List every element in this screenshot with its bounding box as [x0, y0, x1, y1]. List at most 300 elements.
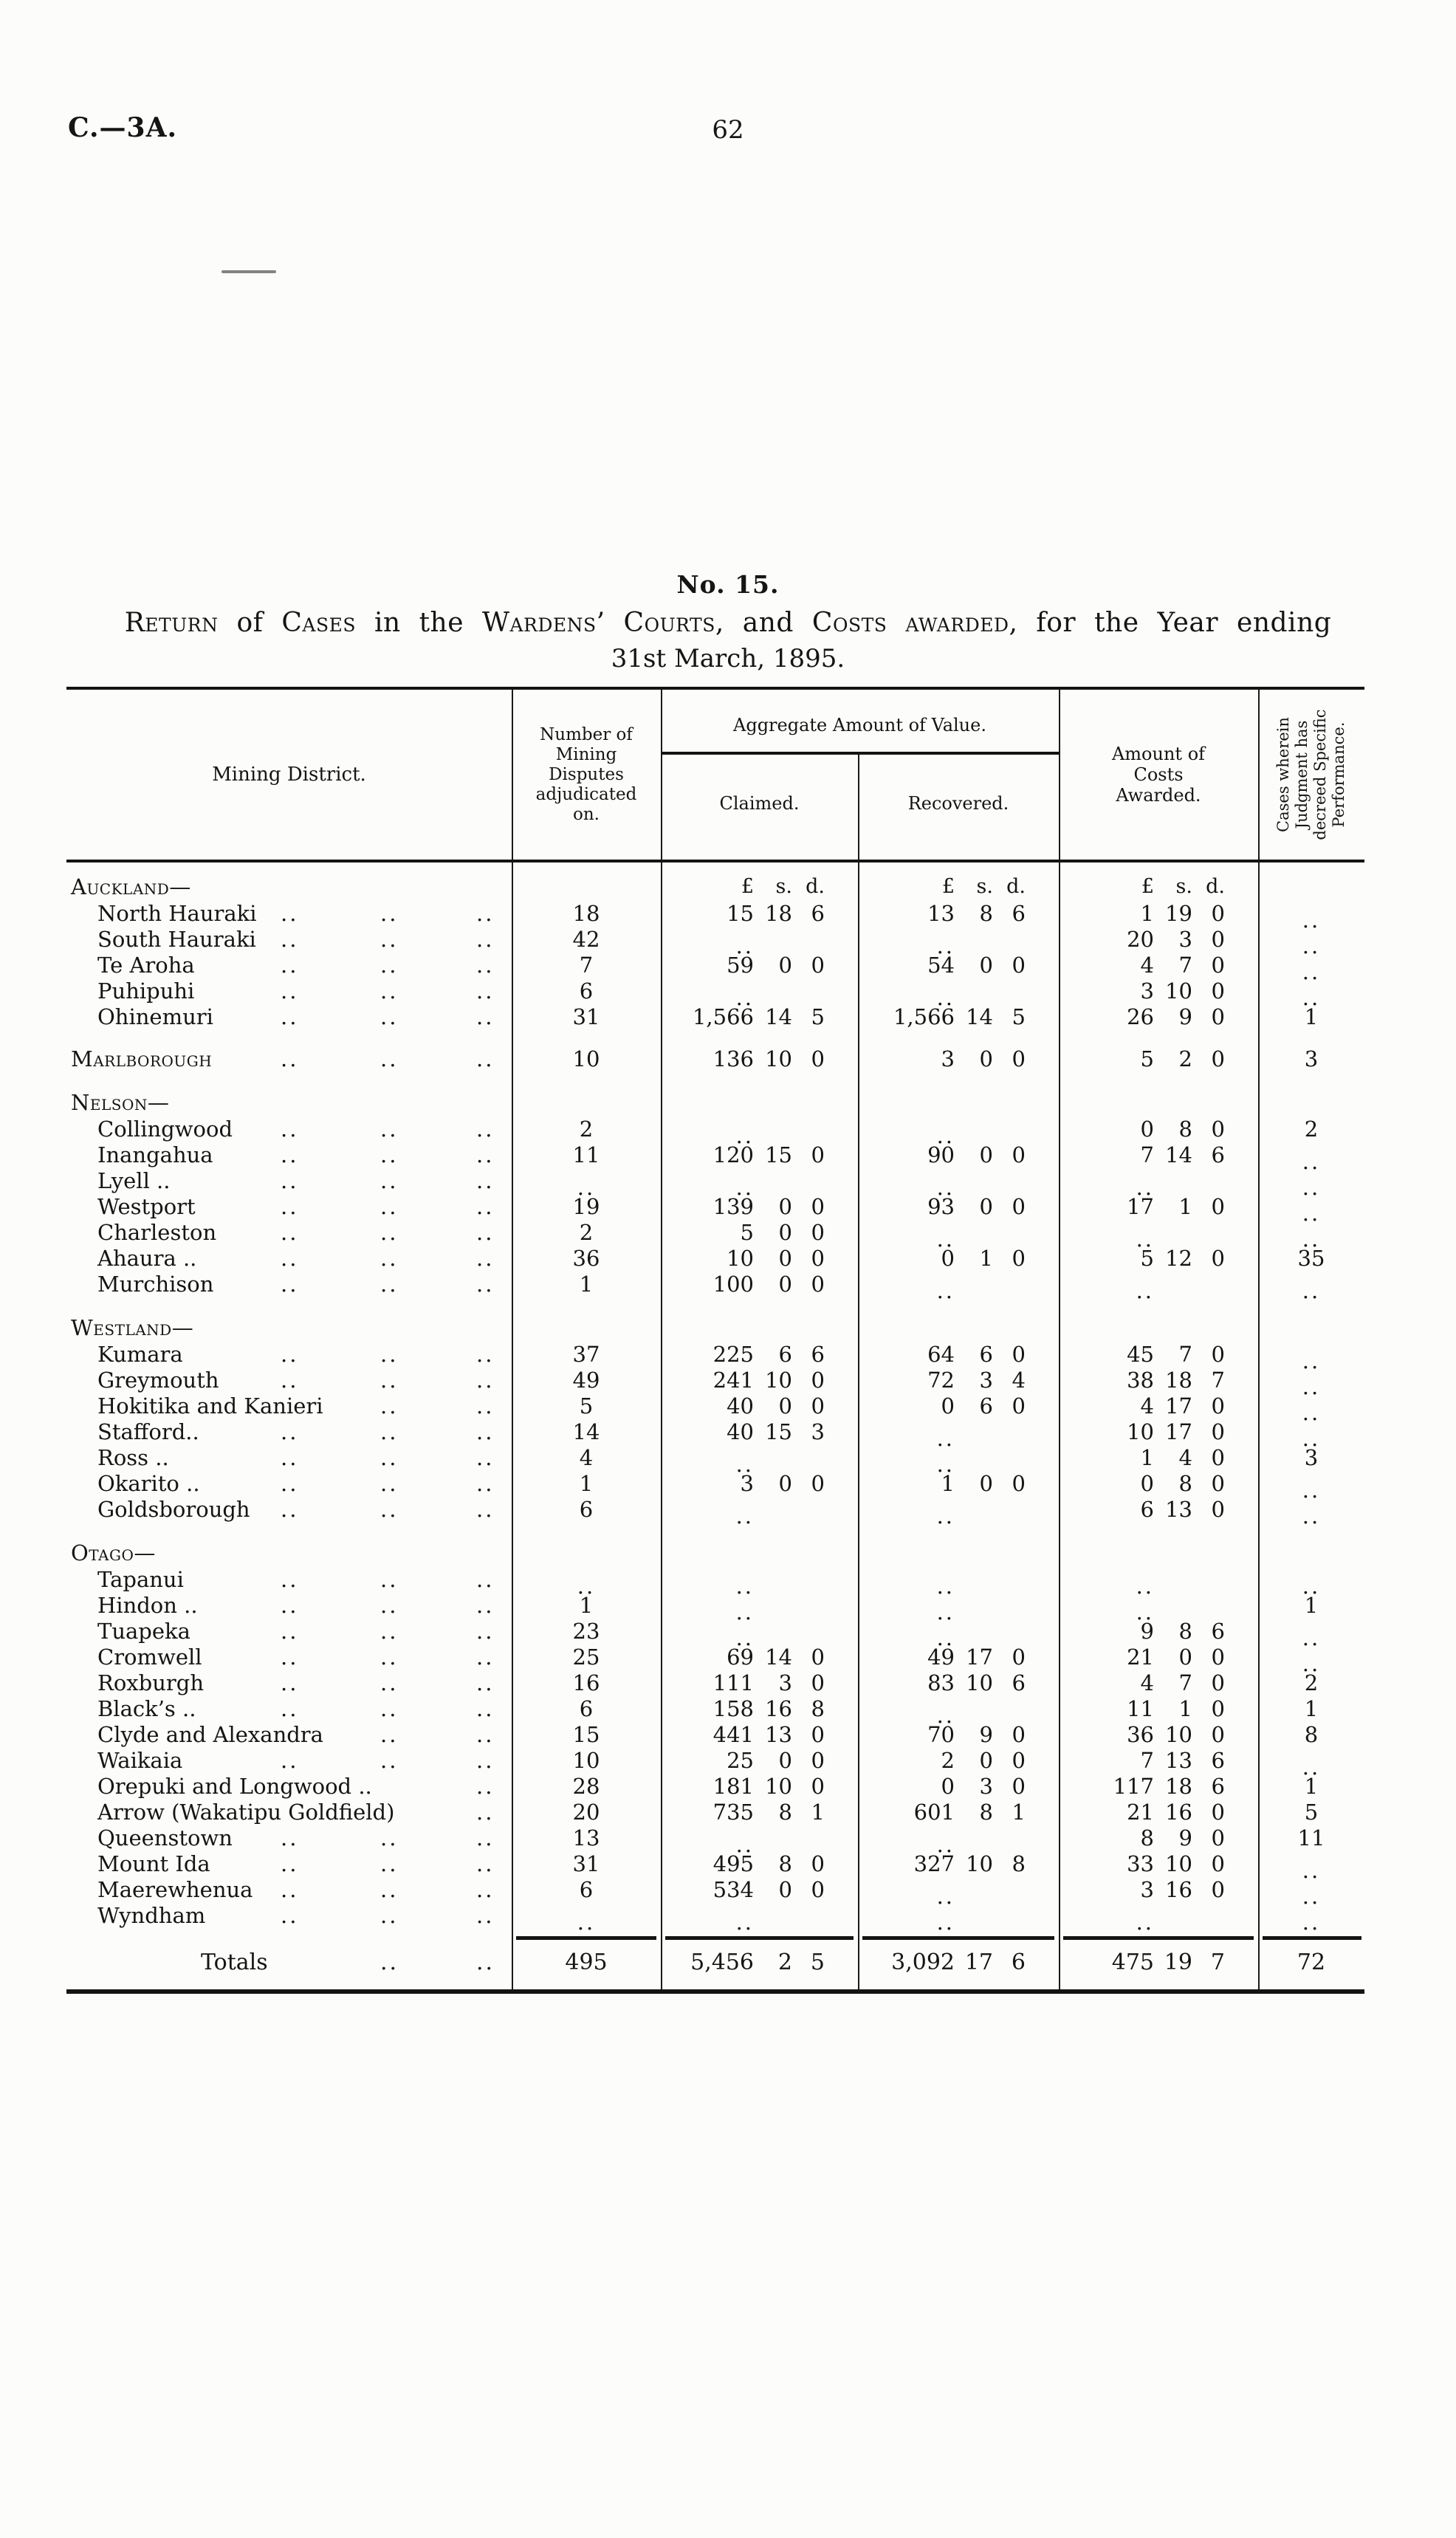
leader-dots: .. [380, 1567, 399, 1592]
disputes-count: 6 [579, 1877, 594, 1902]
pence-value: d. [1206, 875, 1225, 898]
pence-value: 5 [810, 1949, 825, 1975]
shillings-value: 6 [979, 1342, 993, 1367]
disputes-count: 6 [579, 1696, 594, 1721]
leader-dots: .. [380, 978, 399, 1004]
leader-dots: .. [380, 1949, 399, 1975]
district-cell [66, 978, 512, 1004]
shillings-value: 7 [1178, 1342, 1192, 1367]
leader-dots: .. [476, 1696, 495, 1721]
disputes-count: 2 [579, 1220, 594, 1245]
pence-value: 0 [811, 1220, 825, 1245]
disputes-count: 15 [572, 1722, 600, 1747]
disputes-count-cell [512, 1142, 661, 1168]
shillings-value: 19 [1164, 1949, 1192, 1975]
disputes-count-cell [512, 1877, 661, 1903]
pounds-value: .. [735, 1175, 754, 1200]
pounds-value: 83 [927, 1670, 955, 1695]
pence-value: 0 [811, 1722, 825, 1747]
disputes-count-cell [512, 1497, 661, 1523]
shillings-value: 10 [1165, 1722, 1192, 1747]
pence-value: 6 [811, 1342, 825, 1367]
disputes-count: 37 [572, 1342, 600, 1367]
shillings-value: 13 [1165, 1748, 1192, 1773]
pence-value: 8 [1012, 1851, 1026, 1876]
header-costs-label: Amount of Costs Awarded. [1111, 744, 1206, 806]
district-cell [66, 1168, 512, 1194]
specific-performance-cell [1258, 1696, 1364, 1722]
costs-amount-cell [1059, 927, 1258, 953]
district-name: Murchison [97, 1272, 214, 1297]
pounds-value: .. [1136, 1278, 1154, 1303]
district-cell [66, 1117, 512, 1142]
claimed-amount-cell [661, 1117, 858, 1148]
leader-dots: .. [380, 1903, 399, 1928]
specific-performance-count: .. [1302, 1651, 1321, 1676]
district-cell [66, 1670, 512, 1696]
pounds-value: .. [936, 1625, 955, 1650]
pounds-value: £ [941, 875, 955, 898]
claimed-amount-cell [661, 1220, 858, 1246]
title-segment: for the Year ending [1017, 608, 1332, 638]
pounds-value: .. [1136, 1227, 1154, 1252]
district-cell [66, 901, 512, 927]
shillings-value: 4 [1178, 1445, 1192, 1470]
district-cell [66, 1445, 512, 1471]
disputes-count-cell [512, 978, 661, 1004]
specific-performance-count: 2 [1304, 1670, 1319, 1695]
recovered-amount-cell [858, 1419, 1059, 1451]
district-cell [66, 1774, 512, 1800]
claimed-amount-cell [661, 1088, 858, 1117]
recovered-amount-cell [858, 1117, 1059, 1148]
leader-dots: .. [476, 1004, 495, 1029]
recovered-amount-cell [858, 1497, 1059, 1529]
recovered-amount-cell [858, 1567, 1059, 1599]
claimed-amount-cell [661, 1497, 858, 1529]
shillings-value: 10 [1165, 1851, 1192, 1876]
specific-performance-cell [1258, 1272, 1364, 1303]
pounds-value: 0 [941, 1393, 955, 1419]
disputes-count: 18 [572, 901, 600, 926]
pence-value: d. [806, 875, 825, 898]
specific-performance-count: 1 [1304, 1004, 1319, 1029]
shillings-value: s. [1175, 875, 1192, 898]
leader-dots: .. [476, 1670, 495, 1695]
district-cell [66, 1619, 512, 1644]
pence-value: 0 [1211, 1800, 1225, 1825]
district-name: Clyde and Alexandra [97, 1722, 323, 1747]
leader-dots: .. [476, 1117, 495, 1142]
shillings-value: 0 [778, 1272, 792, 1297]
costs-amount-cell [1059, 1314, 1258, 1342]
claimed-amount-cell [661, 873, 858, 901]
pence-value: 6 [1012, 901, 1026, 926]
disputes-count: .. [577, 1910, 596, 1935]
leader-dots: .. [476, 978, 495, 1004]
disputes-count: 14 [572, 1419, 600, 1444]
pence-value: 0 [1211, 1877, 1225, 1902]
leader-dots: .. [281, 1696, 299, 1721]
specific-performance-cell [1258, 1567, 1364, 1599]
specific-performance-count: .. [1302, 1755, 1321, 1780]
pence-value: 0 [811, 1877, 825, 1902]
disputes-count-cell [512, 901, 661, 927]
pounds-value: 21 [1127, 1644, 1154, 1670]
pence-value: 0 [811, 1851, 825, 1876]
pence-value: 0 [1211, 1445, 1225, 1470]
district-data-row [66, 1877, 1364, 1909]
disputes-count: 11 [572, 1142, 600, 1167]
district-name: Orepuki and Longwood .. [97, 1774, 372, 1799]
district-cell [66, 1748, 512, 1774]
pence-value: 0 [811, 1774, 825, 1799]
pence-value: 3 [811, 1419, 825, 1444]
district-name: Hindon .. [97, 1593, 198, 1618]
specific-performance-cell [1258, 1619, 1364, 1650]
specific-performance-cell [1258, 1722, 1364, 1748]
section-header-row [66, 1314, 1364, 1342]
shillings-value: 14 [966, 1004, 993, 1029]
pounds-value: .. [936, 933, 955, 958]
pounds-value: 0 [941, 1246, 955, 1271]
shillings-value: 0 [1178, 1644, 1192, 1670]
district-name: Totals [201, 1949, 268, 1975]
leader-dots: .. [476, 1445, 495, 1470]
district-cell [66, 1046, 512, 1072]
pounds-value: .. [735, 933, 754, 958]
pence-value: 0 [811, 1393, 825, 1419]
district-data-row [66, 1670, 1364, 1696]
specific-performance-count: 11 [1297, 1825, 1325, 1851]
shillings-value: 9 [1178, 1825, 1192, 1851]
costs-amount-cell [1059, 1419, 1258, 1445]
district-cell [66, 1471, 512, 1497]
header-aggregate-value: Aggregate Amount of Value. [733, 715, 986, 735]
claimed-amount-cell [661, 1945, 858, 1980]
disputes-count: 495 [565, 1949, 608, 1975]
pence-value: 6 [1211, 1774, 1225, 1799]
costs-amount-cell [1059, 1644, 1258, 1670]
claimed-amount-cell [661, 1670, 858, 1696]
costs-amount-cell [1059, 978, 1258, 1004]
shillings-value: 10 [765, 1368, 792, 1393]
shillings-value: 0 [778, 1471, 792, 1496]
pence-value: 0 [1012, 1722, 1026, 1747]
pence-value: 0 [811, 1368, 825, 1393]
disputes-count-cell [512, 1722, 661, 1748]
pence-value: 0 [1211, 953, 1225, 978]
costs-amount-cell [1059, 1945, 1258, 1980]
disputes-count: 10 [572, 1748, 600, 1773]
costs-amount-cell [1059, 873, 1258, 901]
claimed-amount-cell [661, 1272, 858, 1297]
leader-dots: .. [476, 1220, 495, 1245]
disputes-count-cell [512, 1471, 661, 1497]
pounds-value: 69 [727, 1644, 754, 1670]
pounds-value: 111 [712, 1670, 754, 1695]
district-cell [66, 1314, 512, 1342]
disputes-count-cell [512, 927, 661, 953]
claimed-amount-cell [661, 1539, 858, 1567]
leader-dots: .. [380, 1419, 399, 1444]
leader-dots: .. [281, 1567, 299, 1592]
district-name: Maerewhenua [97, 1877, 253, 1902]
district-name: Goldsborough [97, 1497, 250, 1522]
district-name: Kumara [97, 1342, 183, 1367]
specific-performance-count: 5 [1304, 1800, 1319, 1825]
pounds-value: .. [936, 1599, 955, 1625]
specific-performance-cell [1258, 1142, 1364, 1174]
shillings-value: 6 [979, 1393, 993, 1419]
recovered-amount-cell [858, 927, 1059, 958]
shillings-value: 2 [1178, 1046, 1192, 1071]
costs-amount-cell [1059, 1877, 1258, 1903]
district-data-row [66, 1419, 1364, 1451]
pence-value: 0 [811, 1246, 825, 1271]
title-segment: awarded, [887, 608, 1018, 638]
disputes-count: 10 [572, 1046, 600, 1071]
disputes-count: 49 [572, 1368, 600, 1393]
leader-dots: .. [281, 1220, 299, 1245]
district-data-row [66, 1825, 1364, 1857]
district-cell [66, 1567, 512, 1593]
costs-amount-cell [1059, 953, 1258, 978]
shillings-value: 7 [1178, 1670, 1192, 1695]
pounds-value: 26 [1127, 1004, 1154, 1029]
disputes-count: 2 [579, 1117, 594, 1142]
disputes-count-cell [512, 1800, 661, 1825]
leader-dots: .. [380, 1445, 399, 1470]
district-name: South Hauraki [97, 927, 256, 952]
shillings-value: 14 [765, 1004, 792, 1029]
specific-performance-cell [1258, 1314, 1364, 1342]
claimed-amount-cell [661, 1168, 858, 1200]
specific-performance-count: 8 [1304, 1722, 1319, 1747]
pence-value: 5 [1012, 1004, 1026, 1029]
recovered-amount-cell [858, 1393, 1059, 1419]
header-disputes [512, 690, 661, 860]
leader-dots: .. [380, 1168, 399, 1193]
shillings-value: 7 [1178, 953, 1192, 978]
specific-performance-count: .. [1302, 1910, 1321, 1935]
pounds-value: 2 [941, 1748, 955, 1773]
pounds-value: .. [735, 1123, 754, 1148]
pounds-value: 59 [727, 953, 754, 978]
district-cell [66, 1194, 512, 1220]
pence-value: 0 [1211, 1851, 1225, 1876]
specific-performance-count: 1 [1304, 1696, 1319, 1721]
disputes-count-cell [512, 1314, 661, 1342]
pounds-value: 327 [913, 1851, 955, 1876]
leader-dots: .. [281, 1004, 299, 1029]
recovered-amount-cell [858, 1670, 1059, 1696]
shillings-value: 3 [1178, 927, 1192, 952]
leader-dots: .. [476, 1471, 495, 1496]
costs-amount-cell [1059, 1142, 1258, 1168]
pence-value: 8 [811, 1696, 825, 1721]
rule-segment [1263, 1936, 1361, 1940]
pounds-value: 15 [727, 901, 754, 926]
claimed-amount-cell [661, 1774, 858, 1800]
leader-dots: .. [476, 1046, 495, 1071]
pounds-value: 72 [927, 1368, 955, 1393]
leader-dots: .. [281, 1593, 299, 1618]
pence-value: 1 [811, 1800, 825, 1825]
pounds-value: 181 [712, 1774, 754, 1799]
leader-dots: .. [476, 1168, 495, 1193]
leader-dots: .. [281, 1644, 299, 1670]
pounds-value: 1 [941, 1471, 955, 1496]
disputes-count: 4 [579, 1445, 594, 1470]
recovered-amount-cell [858, 1774, 1059, 1800]
leader-dots: .. [380, 1670, 399, 1695]
disputes-count: 1 [579, 1471, 594, 1496]
pounds-value: 139 [712, 1194, 754, 1219]
leader-dots: .. [476, 1800, 495, 1825]
district-cell [66, 1393, 512, 1419]
claimed-amount-cell [661, 1877, 858, 1903]
disputes-count-cell [512, 1419, 661, 1445]
specific-performance-cell [1258, 1471, 1364, 1503]
shillings-value: 19 [1165, 901, 1192, 926]
pounds-value: .. [1136, 1910, 1154, 1935]
district-data-row [66, 1117, 1364, 1148]
shillings-value: 16 [765, 1696, 792, 1721]
pounds-value: 3 [740, 1471, 754, 1496]
leader-dots: .. [281, 978, 299, 1004]
leader-dots: .. [281, 1471, 299, 1496]
leader-dots: .. [476, 1393, 495, 1419]
shillings-value: 0 [778, 1194, 792, 1219]
pounds-value: 10 [727, 1246, 754, 1271]
shillings-value: 10 [765, 1046, 792, 1071]
pounds-value: 4 [1140, 1670, 1154, 1695]
costs-amount-cell [1059, 1567, 1258, 1599]
specific-performance-count: .. [1302, 1625, 1321, 1650]
shillings-value: 8 [979, 1800, 993, 1825]
leader-dots: .. [380, 1368, 399, 1393]
shillings-value: 0 [979, 1046, 993, 1071]
shillings-value: s. [775, 875, 792, 898]
shillings-value: 16 [1165, 1800, 1192, 1825]
district-name: Marlborough [71, 1046, 213, 1071]
section-header-row [66, 1539, 1364, 1567]
title-segment: Wardens’ Courts, [482, 608, 724, 638]
district-data-row [66, 1246, 1364, 1272]
district-cell [66, 1272, 512, 1297]
disputes-count: 28 [572, 1774, 600, 1799]
leader-dots: .. [281, 1851, 299, 1876]
return-title [44, 608, 1412, 638]
district-name: Ahaura .. [97, 1246, 197, 1271]
disputes-count-cell [512, 1539, 661, 1567]
leader-dots: .. [380, 1748, 399, 1773]
shillings-value: 0 [778, 1877, 792, 1902]
leader-dots: .. [281, 1168, 299, 1193]
disputes-count-cell [512, 873, 661, 901]
leader-dots: .. [380, 1393, 399, 1419]
disputes-count: 25 [572, 1644, 600, 1670]
shillings-value: 15 [765, 1419, 792, 1444]
recovered-amount-cell [858, 901, 1059, 927]
pence-value: 5 [811, 1004, 825, 1029]
shillings-value: 17 [1165, 1393, 1192, 1419]
leader-dots: .. [476, 901, 495, 926]
pounds-value: .. [735, 1452, 754, 1477]
leader-dots: .. [281, 1619, 299, 1644]
leader-dots: .. [281, 1194, 299, 1219]
district-cell [66, 873, 512, 901]
district-data-row [66, 1168, 1364, 1200]
leader-dots: .. [281, 1368, 299, 1393]
pounds-value: 36 [1127, 1722, 1154, 1747]
leader-dots: .. [281, 1272, 299, 1297]
pence-value: 0 [1012, 1194, 1026, 1219]
pence-value: 0 [1211, 1825, 1225, 1851]
costs-amount-cell [1059, 1368, 1258, 1393]
specific-performance-count: 3 [1304, 1046, 1319, 1071]
pence-value: 0 [1211, 1393, 1225, 1419]
specific-performance-count: .. [1302, 1149, 1321, 1174]
title-segment: Costs [811, 608, 887, 638]
costs-amount-cell [1059, 1342, 1258, 1368]
pounds-value: 4 [1140, 953, 1154, 978]
pence-value: 0 [1211, 1696, 1225, 1721]
pounds-value: .. [936, 1123, 955, 1148]
specific-performance-cell [1258, 1046, 1364, 1072]
pence-value: 0 [1211, 1644, 1225, 1670]
specific-performance-count: .. [1302, 1278, 1321, 1303]
specific-performance-count: 1 [1304, 1593, 1319, 1618]
disputes-count: 6 [579, 1497, 594, 1522]
pence-value: 0 [1012, 1246, 1026, 1271]
district-name: North Hauraki [97, 901, 257, 926]
disputes-count: 1 [579, 1593, 594, 1618]
table-body [66, 862, 1364, 1989]
section-label: Westland— [71, 1315, 194, 1340]
district-name: Tapanui [97, 1567, 184, 1592]
pence-value: 0 [1012, 1142, 1026, 1167]
shillings-value: 10 [765, 1774, 792, 1799]
pence-value: 6 [1011, 1949, 1026, 1975]
pence-value: 0 [1211, 978, 1225, 1004]
pounds-value: 25 [727, 1748, 754, 1773]
disputes-count-cell [512, 1851, 661, 1877]
pence-value: 0 [1012, 1046, 1026, 1071]
pence-value: 6 [1211, 1619, 1225, 1644]
district-data-row [66, 1220, 1364, 1252]
pence-value: 0 [1211, 1419, 1225, 1444]
pence-value: 0 [1211, 1342, 1225, 1367]
recovered-amount-cell [858, 978, 1059, 1010]
shillings-value: 17 [964, 1949, 993, 1975]
shillings-value: 1 [979, 1246, 993, 1271]
disputes-count-cell [512, 1445, 661, 1471]
specific-performance-cell [1258, 1342, 1364, 1373]
district-name: Westport [97, 1194, 196, 1219]
shillings-value: 9 [1178, 1004, 1192, 1029]
leader-dots: .. [476, 1903, 495, 1928]
shillings-value: 8 [1178, 1619, 1192, 1644]
pence-value: 0 [1012, 1342, 1026, 1367]
pounds-value: 49 [927, 1644, 955, 1670]
table-header [66, 690, 1364, 862]
leader-dots: .. [281, 1748, 299, 1773]
leader-dots: .. [281, 1445, 299, 1470]
claimed-amount-cell [661, 1314, 858, 1342]
specific-performance-count: 72 [1297, 1949, 1326, 1975]
